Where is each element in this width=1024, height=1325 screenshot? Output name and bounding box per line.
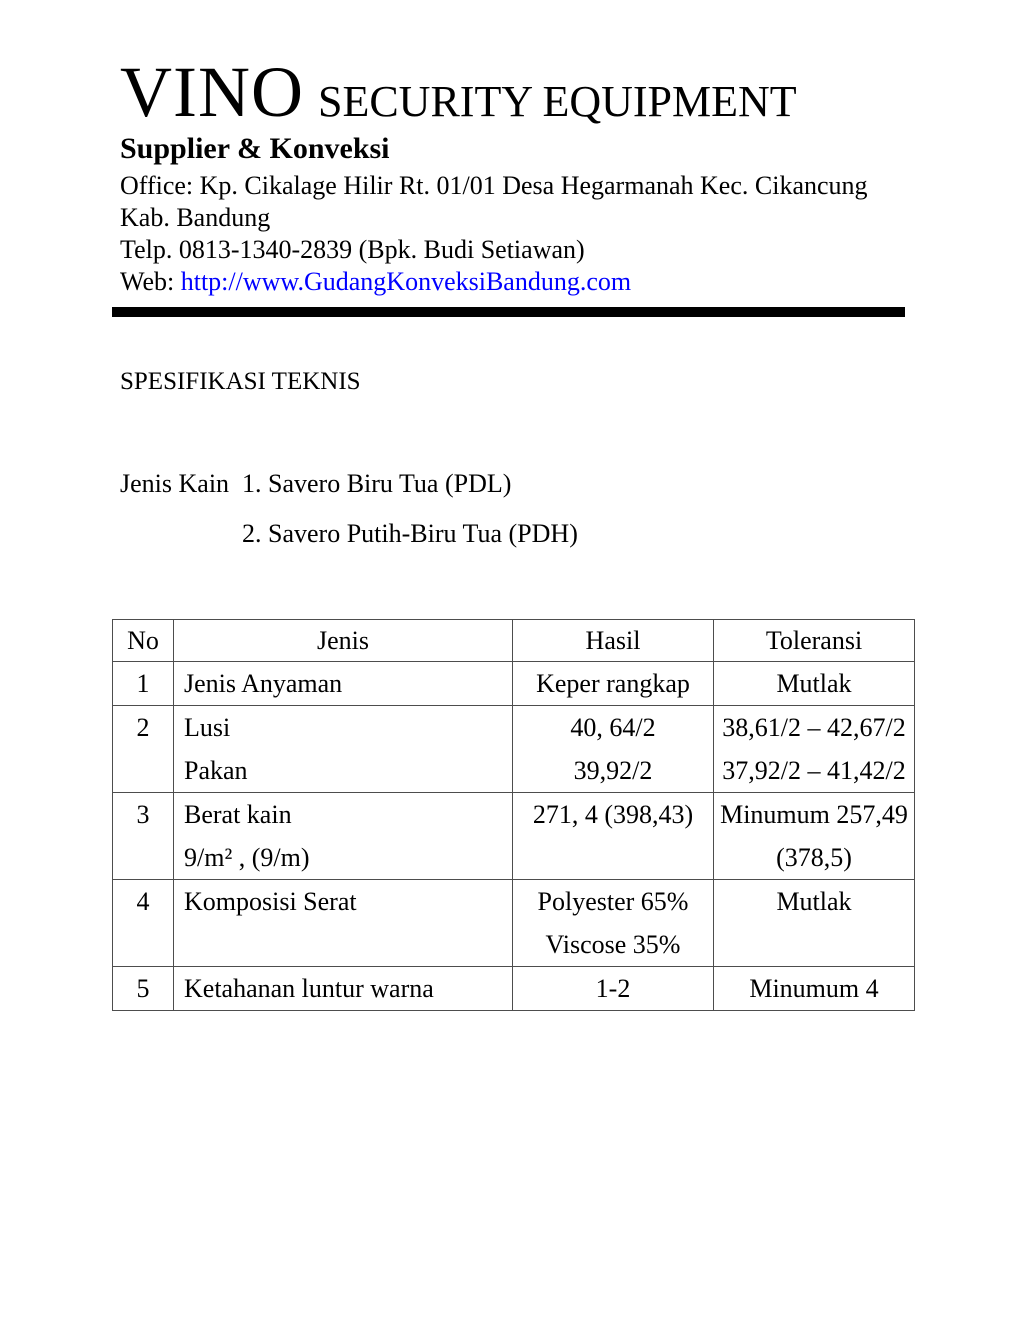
table-row bbox=[113, 880, 915, 967]
cell-line: 9/m² , (9/m) bbox=[184, 843, 310, 872]
spec-table bbox=[112, 619, 915, 1011]
cell-hasil bbox=[513, 880, 714, 967]
column-header-no: No bbox=[113, 620, 174, 662]
brand-suffix: SECURITY EQUIPMENT bbox=[317, 77, 797, 126]
cell-line: Keper rangkap bbox=[536, 669, 690, 698]
letterhead bbox=[0, 52, 1024, 317]
column-header-hasil: Hasil bbox=[513, 620, 714, 662]
cell-hasil bbox=[513, 967, 714, 1011]
cell-line: 1 bbox=[136, 669, 150, 698]
cell-toleransi bbox=[714, 967, 915, 1011]
cell-line: Minumum 257,49 bbox=[720, 800, 908, 829]
web-line bbox=[120, 266, 1024, 298]
cell-line: Ketahanan luntur warna bbox=[184, 974, 434, 1003]
web-label: Web: bbox=[120, 267, 181, 296]
cell-no bbox=[113, 706, 174, 793]
fabric-indent-spacer bbox=[120, 519, 242, 549]
cell-toleransi bbox=[714, 793, 915, 880]
table-row bbox=[113, 706, 915, 793]
cell-no bbox=[113, 967, 174, 1011]
spec-table-header-row bbox=[113, 620, 915, 662]
office-address-line-2: Kab. Bandung bbox=[120, 203, 271, 232]
cell-line: 39,92/2 bbox=[573, 756, 653, 785]
website-link[interactable]: http://www.GudangKonveksiBandung.com bbox=[180, 267, 632, 296]
fabric-type-label: Jenis Kain bbox=[120, 469, 230, 498]
cell-hasil bbox=[513, 706, 714, 793]
spec-table-body bbox=[113, 662, 915, 1011]
cell-hasil bbox=[513, 662, 714, 706]
column-header-toleransi: Toleransi bbox=[714, 620, 915, 662]
contact-block bbox=[120, 170, 1024, 298]
office-address-line-1: Office: Kp. Cikalage Hilir Rt. 01/01 Desa Hegarmanah Kec. Cikancung bbox=[120, 171, 868, 200]
cell-line: Berat kain bbox=[184, 800, 292, 829]
cell-line: (378,5) bbox=[776, 843, 852, 872]
phone-line: Telp. 0813-1340-2839 (Bpk. Budi Setiawan) bbox=[120, 235, 585, 264]
cell-hasil bbox=[513, 793, 714, 880]
cell-jenis bbox=[174, 662, 513, 706]
fabric-item-2: 2. Savero Putih-Biru Tua (PDH) bbox=[242, 519, 578, 548]
fabric-type-block bbox=[120, 469, 1024, 549]
cell-jenis bbox=[174, 706, 513, 793]
cell-no bbox=[113, 662, 174, 706]
cell-line: 37,92/2 – 41,42/2 bbox=[722, 756, 906, 785]
cell-line: 40, 64/2 bbox=[570, 713, 656, 742]
document-body bbox=[0, 367, 1024, 1011]
cell-toleransi bbox=[714, 706, 915, 793]
cell-jenis bbox=[174, 880, 513, 967]
cell-toleransi bbox=[714, 880, 915, 967]
cell-line: Mutlak bbox=[776, 887, 852, 916]
section-title: SPESIFIKASI TEKNIS bbox=[120, 368, 361, 395]
cell-line: Lusi bbox=[184, 713, 231, 742]
brand-line bbox=[120, 52, 1024, 132]
brand-name: VINO bbox=[120, 52, 304, 132]
column-header-jenis: Jenis bbox=[174, 620, 513, 662]
cell-line: Pakan bbox=[184, 756, 248, 785]
letterhead-subtitle: Supplier & Konveksi bbox=[120, 132, 390, 165]
cell-line: 2 bbox=[136, 713, 150, 742]
table-row bbox=[113, 793, 915, 880]
cell-line: 3 bbox=[136, 800, 150, 829]
cell-jenis bbox=[174, 793, 513, 880]
cell-line: Minumum 4 bbox=[749, 974, 879, 1003]
fabric-item-1: 1. Savero Biru Tua (PDL) bbox=[242, 469, 512, 498]
cell-line: 38,61/2 – 42,67/2 bbox=[722, 713, 906, 742]
cell-jenis bbox=[174, 967, 513, 1011]
cell-toleransi bbox=[714, 662, 915, 706]
fabric-row-1 bbox=[120, 469, 1024, 499]
cell-line: 4 bbox=[136, 887, 150, 916]
cell-line: 5 bbox=[136, 974, 150, 1003]
table-row bbox=[113, 662, 915, 706]
cell-line: Viscose 35% bbox=[545, 930, 681, 959]
cell-line: 1-2 bbox=[595, 974, 631, 1003]
cell-line: Jenis Anyaman bbox=[184, 669, 343, 698]
cell-line: 271, 4 (398,43) bbox=[532, 800, 694, 829]
header-divider bbox=[112, 307, 905, 317]
fabric-row-2 bbox=[120, 519, 1024, 549]
table-row bbox=[113, 967, 915, 1011]
cell-line: Komposisi Serat bbox=[184, 887, 357, 916]
cell-no bbox=[113, 793, 174, 880]
cell-line: Mutlak bbox=[776, 669, 852, 698]
cell-no bbox=[113, 880, 174, 967]
cell-line: Polyester 65% bbox=[537, 887, 689, 916]
